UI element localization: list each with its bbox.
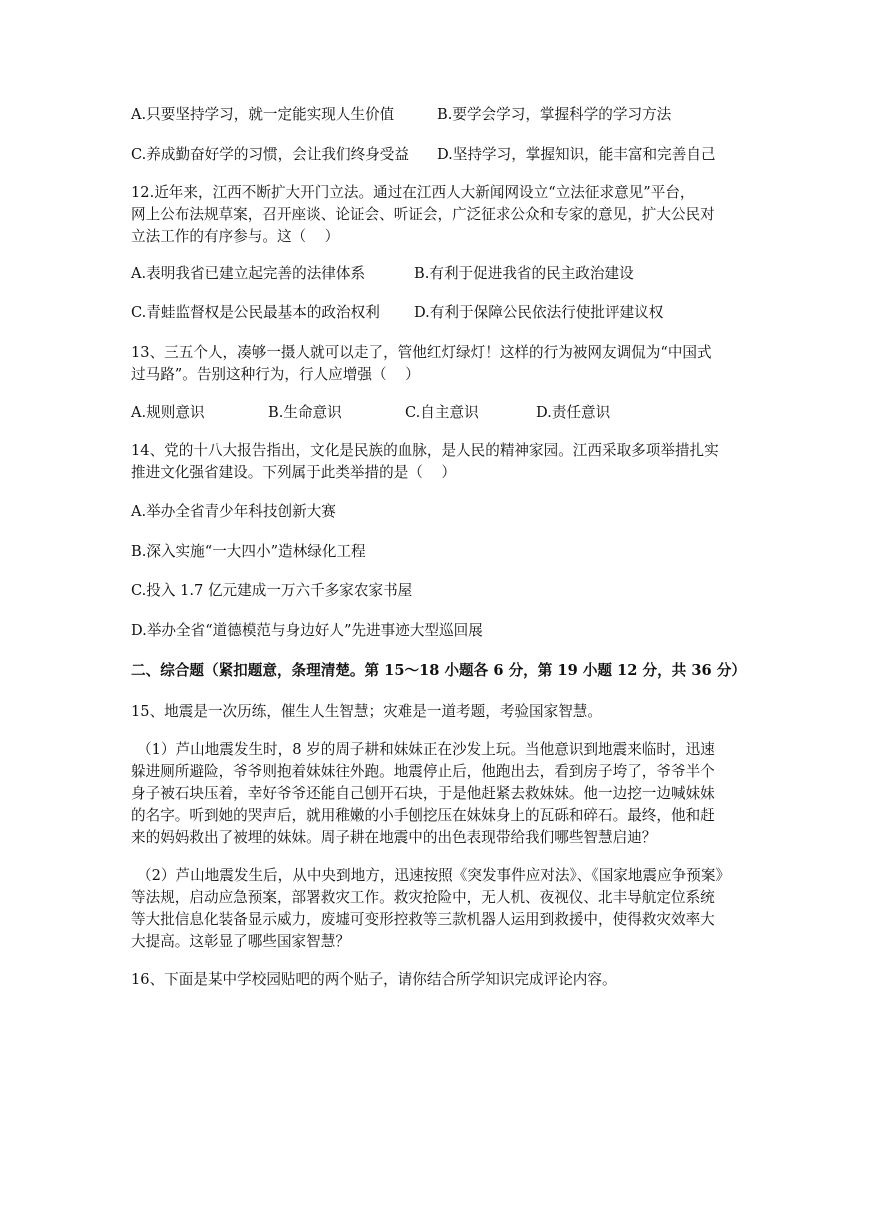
q13-option-a: A.规则意识 — [131, 404, 205, 421]
q13-stem-line: 13、三五个人，凑够一摄人就可以走了，管他红灯绿灯！这样的行为被网友调侃为“中国式 — [131, 344, 712, 361]
q15-part2-line: 等大批信息化装备显示威力，废墟可变形控救等三款机器人运用到救援中，使得救灾效率大 — [131, 911, 715, 928]
q15-part1-line: 的名字。听到她的哭声后，就用稚嫩的小手刨挖压在妹妹身上的瓦砾和碎石。最终，他和赶 — [131, 807, 715, 824]
q12-stem-line: 12.近年来，江西不断扩大开门立法。通过在江西人大新闻网设立“立法征求意见”平台， — [131, 184, 695, 201]
q15-stem: 15、地震是一次历练，催生人生智慧；灾难是一道考题，考验国家智慧。 — [131, 703, 602, 720]
q13-option-c: C.自主意识 — [405, 404, 479, 421]
q14-stem-line: 推进文化强省建设。下列属于此类举措的是（ ） — [131, 464, 457, 481]
q16-stem: 16、下面是某中学校园贴吧的两个贴子，请你结合所学知识完成评论内容。 — [131, 971, 617, 988]
q15-part1-line: 来的妈妈救出了被埋的妹妹。周子耕在地震中的出色表现带给我们哪些智慧启迪？ — [131, 829, 657, 846]
q12-option-c: C.青蛙监督权是公民最基本的政治权利 — [131, 304, 380, 321]
q12-stem-line: 网上公布法规草案，召开座谈、论证会、听证会，广泛征求公众和专家的意见，扩大公民对 — [131, 206, 715, 223]
q14-option-d: D.举办全省“道德模范与身边好人”先进事迹大型巡回展 — [131, 622, 483, 639]
q13-stem-line: 过马路”。告别这种行为，行人应增强（ ） — [131, 366, 420, 383]
q12-stem-line: 立法工作的有序参与。这（ ） — [131, 228, 340, 245]
q12-option-b: B.有利于促进我省的民主政治建设 — [414, 265, 634, 282]
q14-option-a: A.举办全省青少年科技创新大赛 — [131, 503, 336, 520]
q15-part1-line: 躲进厕所避险，爷爷则抱着妹妹往外跑。地震停止后，他跑出去，看到房子垮了，爷爷半个 — [131, 763, 715, 780]
q12-option-d: D.有利于保障公民依法行使批评建议权 — [414, 304, 664, 321]
q12-option-a: A.表明我省已建立起完善的法律体系 — [131, 265, 366, 282]
q13-option-d: D.责任意识 — [536, 404, 611, 421]
q11-option-a: A.只要坚持学习，就一定能实现人生价值 — [131, 106, 395, 123]
q14-stem-line: 14、党的十八大报告指出，文化是民族的血脉，是人民的精神家园。江西采取多项举措扎实 — [131, 442, 719, 459]
q11-option-c: C.养成勤奋好学的习惯，会让我们终身受益 — [131, 146, 409, 163]
q15-part2-line: 大提高。这彰显了哪些国家智慧？ — [131, 933, 350, 950]
q13-option-b: B.生命意识 — [268, 404, 342, 421]
q15-part2-line: （2）芦山地震发生后，从中央到地方，迅速按照《突发事件应对法》、《国家地震应争预案》 — [137, 867, 731, 884]
q14-option-c: C.投入 1.7 亿元建成一万六千多家农家书屋 — [131, 582, 413, 599]
section-heading: 二、综合题（紧扣题意，条理清楚。第 15～18 小题各 6 分，第 19 小题 12 分，共 36 分） — [131, 662, 746, 679]
q15-part2-line: 等法规，启动应急预案，部署救灾工作。救灾抢险中，无人机、夜视仪、北丰导航定位系统 — [131, 889, 715, 906]
q15-part1-line: 身子被石块压着，幸好爷爷还能自己刨开石块，于是他赶紧去救妹妹。他一边挖一边喊妹妹 — [131, 785, 715, 802]
q11-option-d: D.坚持学习，掌握知识，能丰富和完善自己 — [437, 146, 716, 163]
q11-option-b: B.要学会学习，掌握科学的学习方法 — [437, 106, 672, 123]
q15-part1-line: （1）芦山地震发生时，8 岁的周子耕和妹妹正在沙发上玩。当他意识到地震来临时，迅速 — [137, 741, 715, 758]
q14-option-b: B.深入实施“一大四小”造林绿化工程 — [131, 543, 366, 560]
